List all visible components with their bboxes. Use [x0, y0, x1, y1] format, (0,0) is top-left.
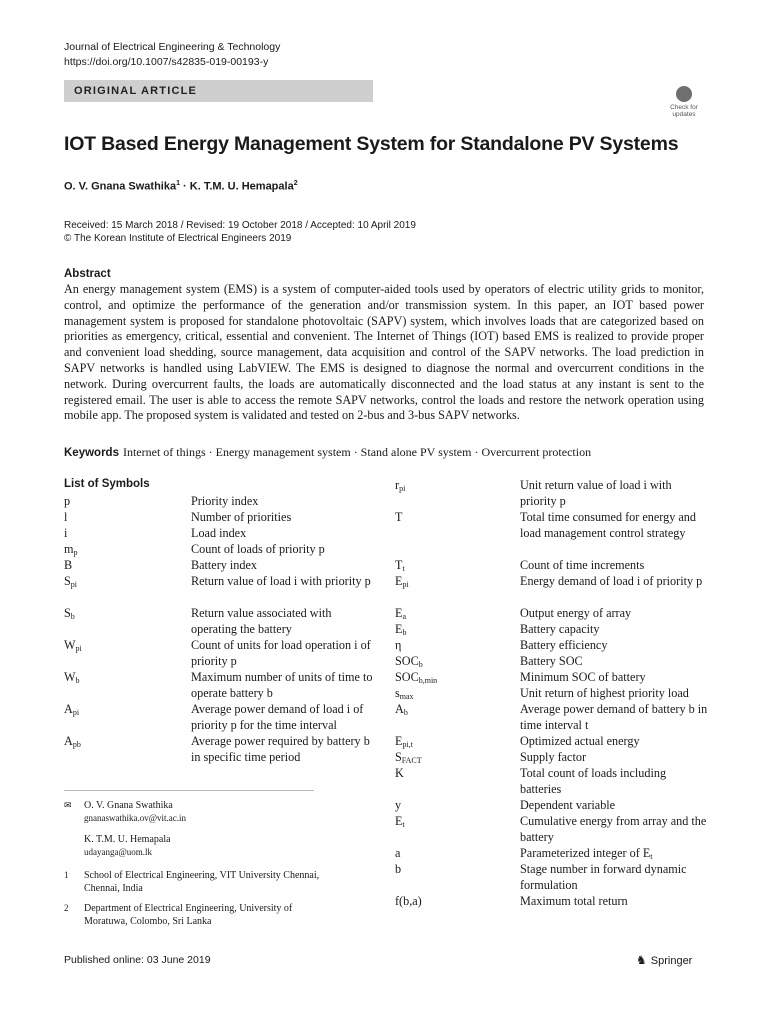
symbol	[64, 669, 80, 689]
symbol-description	[191, 733, 377, 765]
symbol-description	[191, 669, 377, 701]
symbol-description	[520, 653, 710, 669]
symbol-description	[191, 637, 377, 669]
author-2-affil: 2	[293, 180, 298, 187]
symbol-description-text: Parameterized integer of E	[520, 846, 651, 860]
published-date: Published online: 03 June 2019	[64, 954, 211, 966]
symbol-description-text: Minimum SOC of battery	[520, 670, 646, 684]
symbol-description-text: Load index	[191, 526, 247, 540]
symbol	[64, 573, 77, 593]
symbol-description-text: Number of priorities	[191, 510, 292, 524]
symbol-subscript: FACT	[401, 756, 422, 765]
springer-horse-icon: ♞	[636, 953, 647, 967]
symbol	[395, 637, 401, 653]
affiliation-2-mark: 2	[64, 903, 69, 913]
footnote-email-2[interactable]: udayanga@uom.lk	[84, 847, 153, 857]
symbol-subscript: b	[75, 676, 80, 685]
abstract-heading: Abstract	[64, 268, 111, 280]
journal-name: Journal of Electrical Engineering & Technology	[64, 41, 281, 53]
symbol-base: W	[64, 638, 76, 652]
symbol	[64, 733, 81, 753]
author-1[interactable]: O. V. Gnana Swathika	[64, 180, 177, 193]
symbol	[64, 605, 75, 625]
symbol-description-text: Battery capacity	[520, 622, 600, 636]
symbol-description-text: Supply factor	[520, 750, 587, 764]
symbols-heading: List of Symbols	[64, 478, 150, 490]
symbol	[395, 893, 422, 909]
symbol-base: b	[395, 862, 402, 876]
symbol	[64, 637, 82, 657]
symbol-subscript: pb	[72, 740, 81, 749]
envelope-icon: ✉	[64, 800, 72, 810]
symbol-description	[191, 557, 377, 573]
symbol	[64, 525, 67, 541]
symbol-subscript: a	[402, 612, 407, 621]
keywords	[64, 445, 591, 460]
symbol-description-text: Total time consumed for energy and load management control strategy	[520, 510, 696, 540]
symbol-description	[520, 477, 710, 509]
symbol-description	[191, 525, 377, 541]
symbol-description-text: Return value of load i with priority p	[191, 574, 371, 588]
symbol-base: E	[395, 734, 403, 748]
symbol-base: a	[395, 846, 401, 860]
symbol-description-text: Priority index	[191, 494, 259, 508]
abstract-text: An energy management system (EMS) is a system of computer-aided tools used by operators of electric utility grids to monitor, control, and optimize the performance of the generation and/or transmission system. In this paper, an IOT based power management system is proposed for standalone photovoltaic (SAPV) system, which involves loads that are categorized based on priorities as emergency, critical, essential and convenient. The Internet of Things (IOT) based EMS is realized to provide proper and convenient load shedding, source management, data acquisition and control of the SAPV networks. The load prediction in SAPV networks is handled using LabVIEW. The EMS is designed to diagnose the normal and overcurrent conditions in the network. During overcurrent faults, the loads are automatically disconnected and the load status at any instant is sent to the registered email. The user is able to access the remote SAPV networks, control the loads and restore the network operation using mobile app. The proposed system is validated and tested on 2-bus and 3-bus SAPV networks.	[64, 282, 704, 423]
symbol-base: E	[395, 574, 403, 588]
footnote-email-1[interactable]: gnanaswathika.ov@vit.ac.in	[84, 813, 187, 823]
symbol-subscript: b	[70, 612, 75, 621]
symbol-description-text: Count of time increments	[520, 558, 645, 572]
symbol-subscript: b,min	[418, 676, 438, 685]
footnote-divider	[64, 790, 314, 791]
symbol-description-text: Energy demand of load i of priority p	[520, 574, 703, 588]
author-2[interactable]: K. T.M. U. Hemapala	[189, 180, 294, 193]
symbol-subscript: pi	[399, 484, 406, 493]
symbol-subscript: t	[402, 564, 405, 573]
symbol-description	[191, 701, 377, 733]
symbol-description	[520, 557, 710, 573]
symbol-subscript: b	[418, 660, 423, 669]
symbol-description-text: Count of loads of priority p	[191, 542, 325, 556]
symbol-description	[191, 541, 377, 557]
symbol-description-text: Cumulative energy from array and the battery	[520, 814, 707, 844]
affiliation-1-mark: 1	[64, 870, 69, 880]
symbol-base: A	[64, 702, 73, 716]
symbol-description-text: Battery SOC	[520, 654, 583, 668]
paper-title: IOT Based Energy Management System for Standalone PV Systems	[64, 133, 679, 155]
symbol-description-text: Average power required by battery b in specific time period	[191, 734, 370, 764]
symbol-description	[520, 509, 710, 541]
symbol-base: S	[64, 574, 71, 588]
symbol-base: A	[64, 734, 73, 748]
symbol-base: r	[395, 478, 400, 492]
badge-line1: Check for	[670, 104, 698, 111]
symbol-base: y	[395, 798, 402, 812]
symbol-subscript: pi,t	[402, 740, 413, 749]
symbol-base: SOC	[395, 670, 419, 684]
symbol-base: T	[395, 558, 403, 572]
symbol-subscript: t	[402, 820, 405, 829]
refresh-icon	[676, 86, 692, 102]
symbol-description	[191, 573, 377, 589]
symbol-description-text: Maximum total return	[520, 894, 628, 908]
symbol-base: η	[395, 638, 402, 652]
symbol	[395, 813, 405, 833]
symbol-base: S	[64, 606, 71, 620]
journal-header	[64, 40, 280, 70]
doi-link[interactable]: https://doi.org/10.1007/s42835-019-00193-y	[64, 56, 269, 68]
symbol-description	[191, 493, 377, 509]
symbol	[395, 845, 400, 861]
symbol-base: s	[395, 686, 400, 700]
symbol-description-text: Dependent variable	[520, 798, 616, 812]
article-type-banner: ORIGINAL ARTICLE	[64, 80, 373, 102]
symbol	[64, 701, 79, 721]
publisher-logo	[636, 953, 692, 967]
symbol	[395, 509, 402, 525]
symbol-description-subscript: t	[650, 852, 653, 861]
check-for-updates-badge[interactable]	[664, 84, 704, 124]
symbol-description-text: Optimized actual energy	[520, 734, 640, 748]
symbol-description-text: Average power demand of battery b in time interval t	[520, 702, 708, 732]
symbol-subscript: b	[403, 708, 408, 717]
symbol-description	[520, 749, 710, 765]
symbol-description	[520, 893, 710, 909]
symbol-description	[520, 637, 710, 653]
symbol	[64, 557, 72, 573]
symbol-subscript: pi	[70, 580, 78, 589]
affiliation-1-text: School of Electrical Engineering, VIT University Chennai, Chennai, India	[84, 870, 320, 894]
symbol-description	[520, 605, 710, 621]
symbol-base: p	[64, 494, 71, 508]
symbol	[395, 701, 408, 721]
symbol-base: B	[64, 558, 73, 572]
symbol	[395, 797, 401, 813]
symbol-description	[191, 605, 377, 637]
symbol-description	[520, 621, 710, 637]
symbol-subscript: pi	[72, 708, 80, 717]
symbol-description	[520, 573, 710, 589]
received-dates: Received: 15 March 2018 / Revised: 19 October 2018 / Accepted: 10 April 2019	[64, 220, 416, 231]
affiliation-2-text: Department of Electrical Engineering, University of Moratuwa, Colombo, Sri Lanka	[84, 903, 293, 927]
symbol-description-text: Battery efficiency	[520, 638, 608, 652]
symbol	[64, 509, 67, 525]
symbol-base: E	[395, 622, 403, 636]
symbol	[395, 573, 409, 593]
symbol-description	[520, 797, 710, 813]
symbol-description-text: Battery index	[191, 558, 257, 572]
author-1-affil: 1	[176, 180, 180, 187]
symbol-description	[520, 765, 710, 797]
footnote-author-2: K. T.M. U. Hemapala	[84, 834, 171, 845]
symbol-subscript: max	[399, 692, 414, 701]
symbol-base: f(b,a)	[395, 894, 422, 908]
symbol	[395, 765, 404, 781]
symbol-base: i	[64, 526, 68, 540]
symbol	[64, 493, 70, 509]
symbol-description-text: Unit return of highest priority load	[520, 686, 689, 700]
symbol-description	[520, 685, 710, 701]
symbol-subscript: b	[402, 628, 407, 637]
symbol-subscript: pi	[75, 644, 82, 653]
symbol-subscript: pi	[402, 580, 409, 589]
symbol-base: K	[395, 766, 404, 780]
symbol-description-text: Average power demand of load i of priority p for the time interval	[191, 702, 364, 732]
history	[64, 219, 416, 245]
symbol-base: E	[395, 814, 403, 828]
symbol-description-text: Stage number in forward dynamic formulation	[520, 862, 687, 892]
symbol-base: m	[64, 542, 74, 556]
author-separator: ·	[180, 180, 190, 193]
symbol-description-text: Maximum number of units of time to operate battery b	[191, 670, 373, 700]
symbol-base: S	[395, 750, 402, 764]
symbol	[395, 477, 405, 497]
symbol-base: SOC	[395, 654, 419, 668]
symbol-subscript: p	[73, 548, 78, 557]
author-list	[64, 180, 298, 193]
symbol-description	[520, 701, 710, 733]
symbol-description-text: Total count of loads including batteries	[520, 766, 667, 796]
footnote-author-1: O. V. Gnana Swathika	[84, 800, 173, 811]
symbol-description	[520, 861, 710, 893]
publisher-name: Springer	[650, 955, 693, 967]
copyright: © The Korean Institute of Electrical Engineers 2019	[64, 233, 292, 244]
symbol-base: W	[64, 670, 76, 684]
symbol-description-text: Count of units for load operation i of priority p	[191, 638, 371, 668]
symbol-description	[520, 813, 710, 845]
symbol-description-text: Return value associated with operating the battery	[191, 606, 332, 636]
symbol	[395, 861, 401, 877]
symbol-description	[191, 509, 377, 525]
symbol-base: E	[395, 606, 403, 620]
symbol-description	[520, 669, 710, 685]
symbol-description-text: Output energy of array	[520, 606, 632, 620]
symbol-description-text: Unit return value of load i with priority p	[520, 478, 672, 508]
symbol-base: A	[395, 702, 404, 716]
symbol-base: T	[395, 510, 403, 524]
symbol-base: l	[64, 510, 68, 524]
badge-line2: updates	[672, 111, 696, 118]
keywords-heading: Keywords	[64, 447, 119, 459]
symbol-description	[520, 733, 710, 749]
keywords-text: Internet of things · Energy management system · Stand alone PV system · Overcurrent protection	[122, 445, 592, 459]
